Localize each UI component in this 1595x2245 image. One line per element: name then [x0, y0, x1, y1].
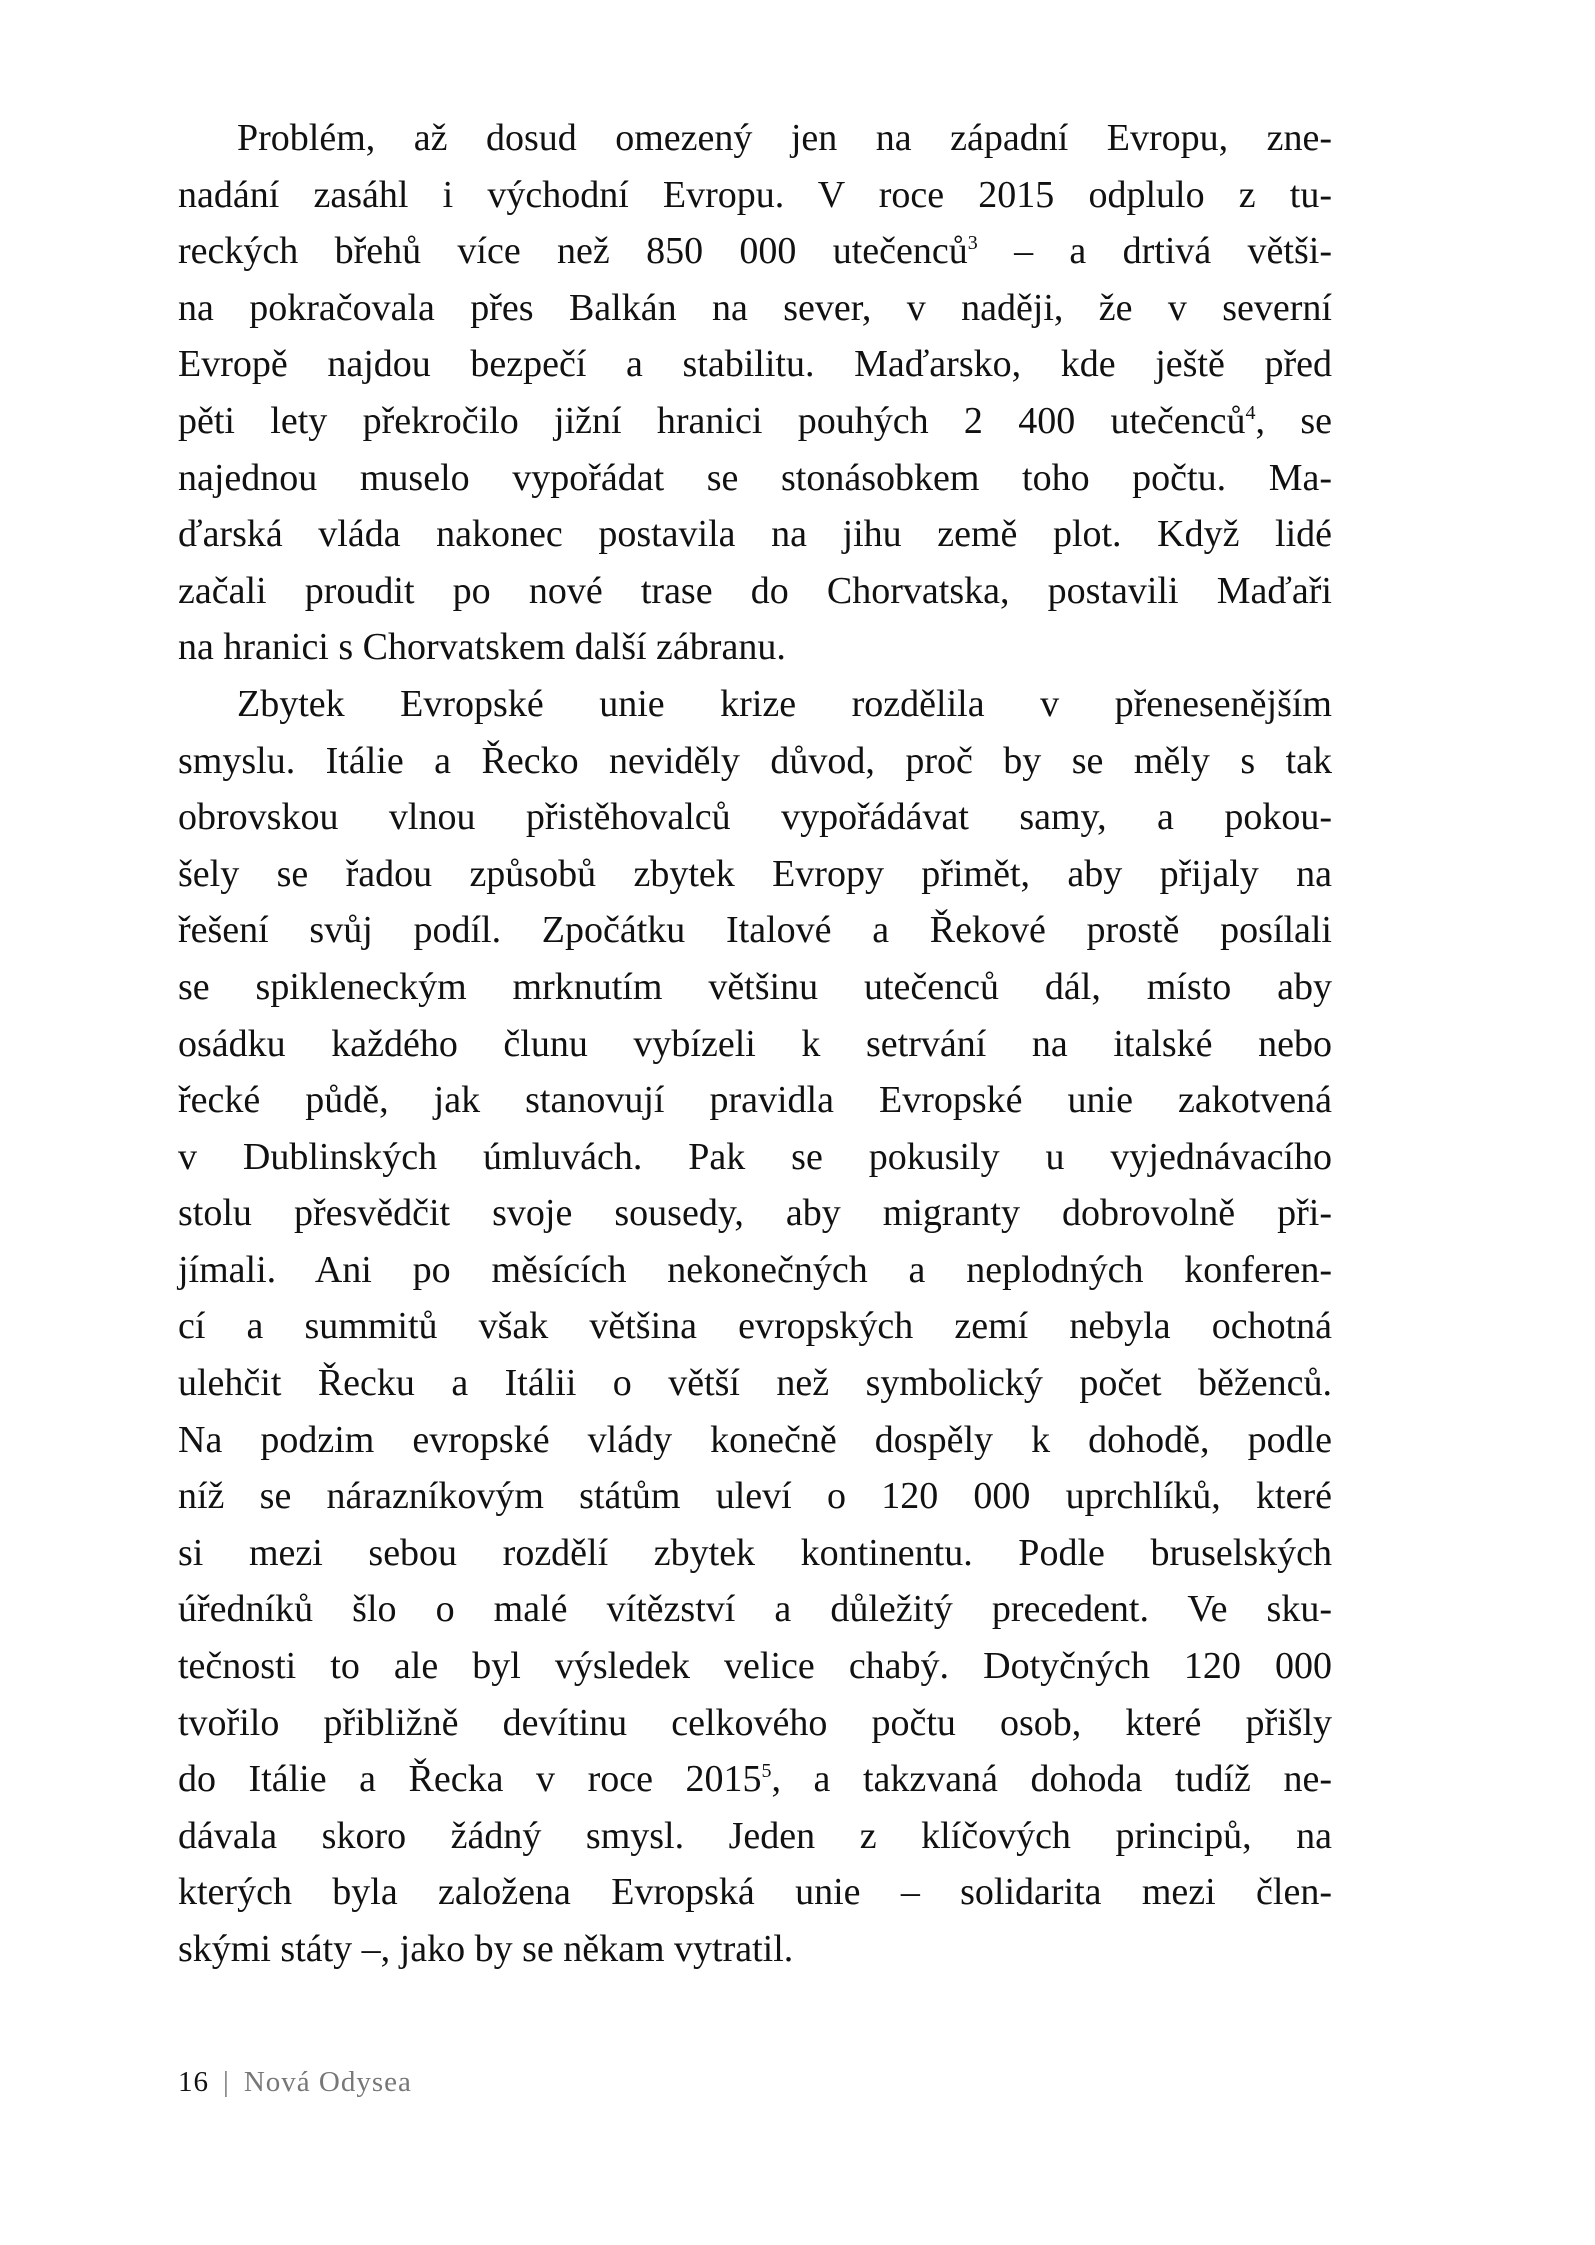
text-line: cí a summitů však většina evropských zemí nebyla ochotná — [178, 1305, 1332, 1348]
paragraph — [178, 110, 1332, 676]
text-line: šely se řadou způsobů zbytek Evropy přimět, aby přijaly na — [178, 852, 1332, 895]
text-line: níž se nárazníkovým státům uleví o 120 000 uprchlíků, které — [178, 1475, 1332, 1518]
text-line: ďarská vláda nakonec postavila na jihu země plot. Když lidé — [178, 513, 1332, 556]
text-line: Na podzim evropské vlády konečně dospěly k dohodě, podle — [178, 1418, 1332, 1461]
text-line: tečnosti to ale byl výsledek velice chabý. Dotyčných 120 000 — [178, 1645, 1332, 1688]
text-line: obrovskou vlnou přistěhovalců vypořádávat samy, a pokou- — [178, 796, 1332, 839]
text-line: Zbytek Evropské unie krize rozdělila v přenesenějším — [237, 682, 1332, 725]
text-line: nadání zasáhl i východní Evropu. V roce 2015 odplulo z tu- — [178, 173, 1332, 216]
text-line: na pokračovala přes Balkán na sever, v naději, že v severní — [178, 286, 1332, 329]
footer-separator: | — [223, 2066, 230, 2098]
text-line: řecké půdě, jak stanovují pravidla Evropské unie zakotvená — [178, 1079, 1332, 1122]
text-line: reckých břehů více než 850 000 utečenců$^3$ – a drtivá větši- — [178, 230, 1332, 273]
text-line: Problém, až dosud omezený jen na západní Evropu, zne- — [237, 117, 1332, 159]
text-line: řešení svůj podíl. Zpočátku Italové a Řekové prostě posílali — [178, 909, 1332, 952]
paragraph — [178, 676, 1332, 1978]
text-line: osádku každého člunu vybízeli k setrvání na italské nebo — [178, 1022, 1332, 1065]
body-text — [178, 110, 1332, 1978]
text-line: dávala skoro žádný smysl. Jeden z klíčových principů, na — [178, 1814, 1332, 1857]
footnote-ref[interactable]: 4 — [1245, 401, 1256, 424]
text-line: na hranici s Chorvatskem další zábranu. — [178, 626, 786, 669]
page-number: 16 — [178, 2066, 209, 2098]
text-line: stolu přesvědčit svoje sousedy, aby migranty dobrovolně při- — [178, 1192, 1332, 1235]
book-title: Nová Odysea — [243, 2066, 412, 2098]
text-line: tvořilo přibližně devítinu celkového počtu osob, které přišly — [178, 1701, 1332, 1744]
text-line: skými státy –, jako by se někam vytratil. — [178, 1928, 794, 1970]
footnote-ref[interactable]: 5 — [761, 1760, 772, 1783]
text-line: si mezi sebou rozdělí zbytek kontinentu. Podle bruselských — [178, 1531, 1332, 1574]
text-line: v Dublinských úmluvách. Pak se pokusily u vyjednávacího — [178, 1135, 1332, 1178]
page-footer — [178, 2066, 412, 2099]
text-line: pěti lety překročilo jižní hranici pouhých 2 400 utečenců$^4$, se — [178, 399, 1332, 442]
text-line: do Itálie a Řecka v roce 2015$^5$, a takzvaná dohoda tudíž ne- — [178, 1758, 1332, 1801]
footnote-ref[interactable]: 3 — [967, 232, 978, 255]
text-line: se spikleneckým mrknutím většinu utečenců dál, místo aby — [178, 965, 1332, 1008]
text-line: jímali. Ani po měsících nekonečných a neplodných konferen- — [178, 1248, 1332, 1291]
text-line: ulehčit Řecku a Itálii o větší než symbolický počet běženců. — [178, 1362, 1332, 1405]
text-line: najednou muselo vypořádat se stonásobkem toho počtu. Ma- — [178, 456, 1332, 499]
text-line: začali proudit po nové trase do Chorvatska, postavili Maďaři — [178, 569, 1332, 612]
text-line: smyslu. Itálie a Řecko neviděly důvod, proč by se měly s tak — [178, 739, 1332, 782]
text-line: kterých byla založena Evropská unie – solidarita mezi člen- — [178, 1871, 1332, 1914]
text-line: úředníků šlo o malé vítězství a důležitý precedent. Ve sku- — [178, 1588, 1332, 1631]
text-line: Evropě najdou bezpečí a stabilitu. Maďarsko, kde ještě před — [178, 343, 1332, 386]
